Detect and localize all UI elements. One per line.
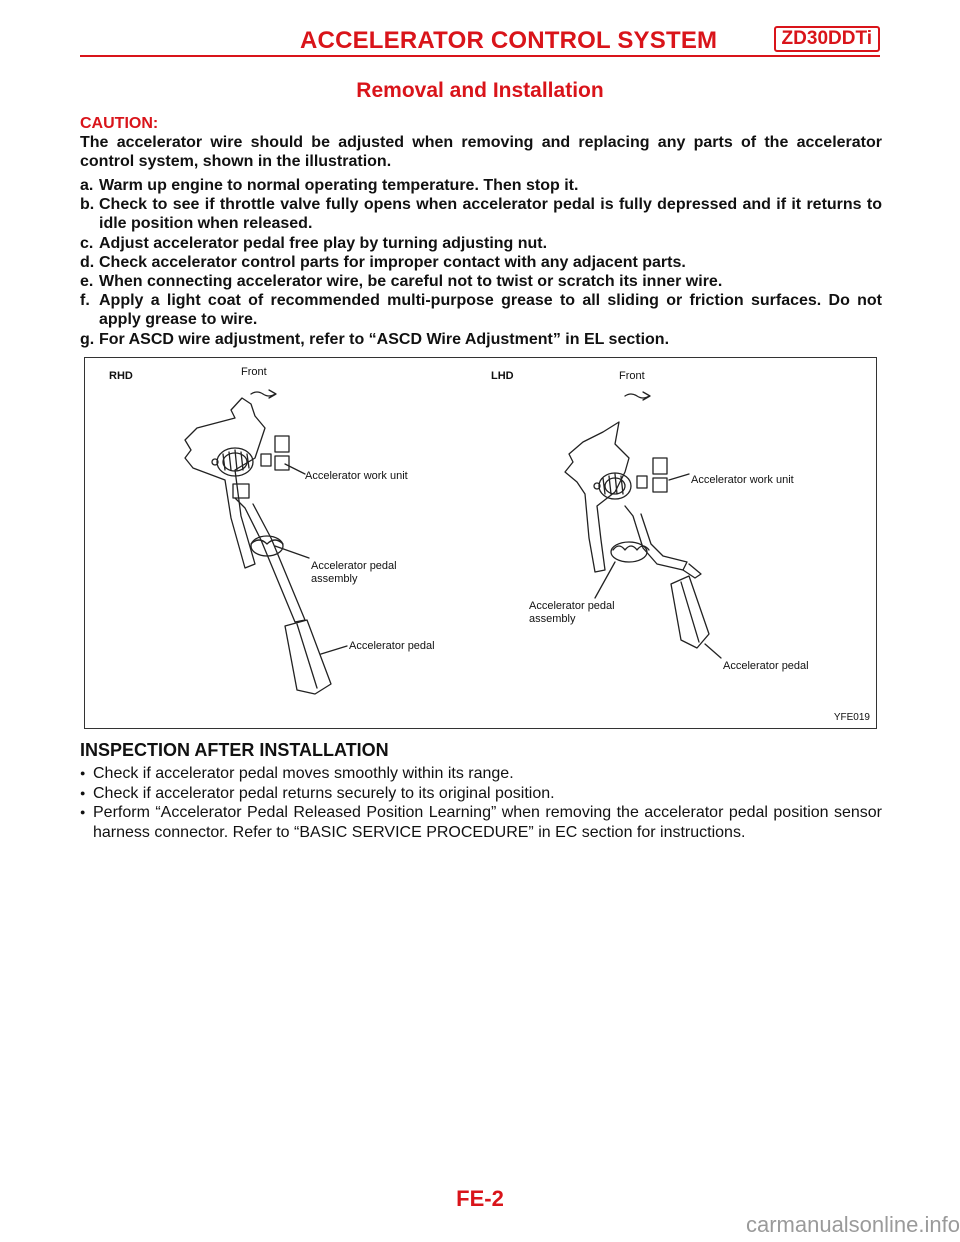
step-g (80, 330, 882, 349)
step-b (80, 195, 882, 233)
pedal-assembly-label-lhd: Accelerator pedal assembly (529, 600, 615, 625)
step-letter: e. (80, 273, 94, 291)
inspection-list (80, 764, 882, 842)
step-letter: g. (80, 330, 95, 348)
step-letter: f. (80, 292, 90, 310)
rhd-label: RHD (109, 370, 133, 382)
step-a (80, 176, 882, 195)
inspection-item (80, 764, 882, 784)
step-text: Check to see if throttle valve fully opens when accelerator pedal is fully depressed and if it returns to idle position when released. (99, 196, 882, 233)
front-label-rhd: Front (241, 366, 267, 378)
step-f (80, 291, 882, 329)
step-text: When connecting accelerator wire, be careful not to twist or scratch its inner wire. (99, 273, 723, 291)
step-text: Check accelerator control parts for improper contact with any adjacent parts. (99, 253, 686, 271)
step-letter: c. (80, 234, 94, 252)
page-header (80, 24, 880, 52)
bullet-icon: ● (80, 787, 86, 798)
header-title: ACCELERATOR CONTROL SYSTEM (300, 27, 718, 54)
inspection-item (80, 803, 882, 842)
inspection-item (80, 784, 882, 804)
inspection-title: INSPECTION AFTER INSTALLATION (80, 740, 389, 760)
header-rule (80, 55, 880, 57)
inspection-text: Check if accelerator pedal returns securely to its original position. (93, 784, 555, 802)
section-title: Removal and Installation (356, 79, 604, 102)
step-d (80, 253, 882, 272)
engine-badge: ZD30DDTi (774, 26, 880, 52)
step-letter: a. (80, 177, 94, 194)
page-number: FE-2 (456, 1186, 504, 1211)
pedal-label-rhd: Accelerator pedal (349, 640, 435, 652)
pedal-illustration (84, 357, 877, 729)
step-letter: d. (80, 253, 95, 271)
figure-id: YFE019 (833, 712, 870, 723)
inspection-text: Perform “Accelerator Pedal Released Position Learning” when removing the accelerator pedal position sensor harness connector. Refer to “BASIC SERVICE PROCEDURE” in EC section for instructions. (93, 804, 882, 841)
watermark: carmanualsonline.info (745, 1212, 960, 1237)
step-text: Warm up engine to normal operating temperature. Then stop it. (99, 177, 579, 194)
procedure-steps (80, 176, 882, 349)
step-text: For ASCD wire adjustment, refer to “ASCD Wire Adjustment” in EL section. (99, 330, 670, 348)
bullet-icon: ● (80, 768, 86, 778)
step-c (80, 234, 882, 253)
pedal-assembly-label-rhd: Accelerator pedal assembly (311, 560, 397, 585)
bullet-icon: ● (80, 807, 86, 817)
caution-text: The accelerator wire should be adjusted when removing and replacing any parts of the accelerator control system, shown in the illustration. (80, 134, 882, 170)
front-label-lhd: Front (619, 370, 645, 382)
step-e (80, 272, 882, 291)
work-unit-label-lhd: Accelerator work unit (691, 474, 794, 486)
caution-label: CAUTION: (80, 115, 159, 132)
lhd-label: LHD (491, 370, 514, 382)
pedal-label-lhd: Accelerator pedal (723, 660, 809, 672)
step-text: Apply a light coat of recommended multi-purpose grease to all sliding or friction surfaces. Do not apply grease to wire. (99, 292, 882, 329)
step-text: Adjust accelerator pedal free play by turning adjusting nut. (99, 234, 548, 252)
work-unit-label-rhd: Accelerator work unit (305, 470, 408, 482)
inspection-text: Check if accelerator pedal moves smoothly within its range. (93, 765, 514, 782)
step-letter: b. (80, 196, 95, 214)
